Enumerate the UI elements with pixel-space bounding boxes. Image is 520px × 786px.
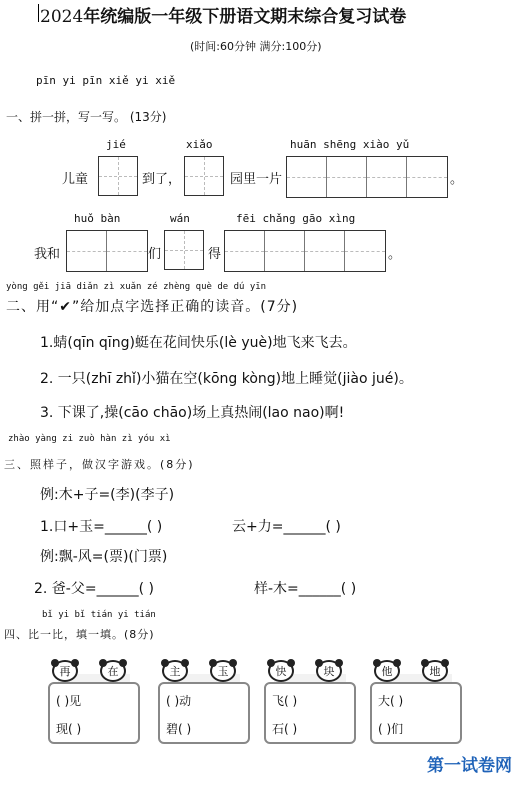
section2-item-1: 1.蜻(qīn qīng)蜓在花间快乐(lè yuè)地飞来飞去。: [40, 335, 357, 351]
pinyin-feichang: fēi chǎng gāo xìng: [236, 212, 356, 225]
write-box-jie[interactable]: [98, 156, 138, 196]
section1-heading: 一、拼一拼，写一写。 (13分): [6, 110, 167, 124]
card-char: 他: [381, 665, 393, 678]
title-text: 年统编版一年级下册语文期末综合复习试卷: [83, 7, 407, 27]
row2-text-1: 我和: [34, 247, 61, 262]
pinyin-jie: jié: [106, 138, 126, 151]
section2-item-2: 2. 一只(zhī zhǐ)小猫在空(kōng kòng)地上睡觉(jiào jué)。: [40, 371, 413, 387]
section3-question-2a[interactable]: 2. 爸-父=______( ): [34, 581, 154, 597]
card-row-1[interactable]: ( )见: [56, 694, 82, 708]
panda-char-2: [316, 660, 342, 682]
write-box-xiao[interactable]: [184, 156, 224, 196]
write-grid-huansheng[interactable]: [286, 156, 448, 198]
card-row-1[interactable]: 大( ): [378, 694, 404, 708]
section3-example-2: 例:飘-风=(票)(门票): [40, 549, 168, 565]
watermark-logo: 第一试卷网: [427, 756, 512, 776]
pinyin-huoban: huǒ bàn: [74, 212, 121, 225]
section1-pinyin-title: pīn yi pīn xiě yi xiě: [36, 74, 176, 87]
section3-question-1b[interactable]: 云+力=______( ): [232, 519, 341, 535]
row1-text-3: 园里一片: [230, 172, 283, 187]
card-char: 玉: [217, 665, 229, 678]
panda-char-2: [100, 660, 126, 682]
panda-char-1: [374, 660, 400, 682]
section3-example-1: 例:木+子=(李)(李子): [40, 487, 175, 503]
card-row-1[interactable]: ( )动: [166, 694, 192, 708]
row1-end: 。: [450, 172, 464, 187]
card-row-2[interactable]: 石( ): [272, 722, 298, 736]
write-box-wan[interactable]: [164, 230, 204, 270]
card-char: 地: [429, 665, 441, 678]
compare-card-1: [44, 654, 144, 744]
page-title: [40, 2, 406, 27]
section4-pinyin-title: bǐ yi bǐ tián yi tián: [42, 610, 156, 620]
section3-question-1a[interactable]: 1.口+玉=______( ): [40, 519, 163, 535]
card-row-2[interactable]: 现( ): [56, 722, 82, 736]
pinyin-xiao: xiǎo: [186, 138, 213, 151]
card-row-2[interactable]: 碧( ): [166, 722, 192, 736]
section4-heading: 四、比一比，填一填。(8分): [4, 628, 155, 641]
compare-card-3: [260, 654, 360, 744]
section2-heading: 二、用“✔”给加点字选择正确的读音。(7分): [6, 299, 299, 315]
compare-card-4: [366, 654, 466, 744]
row2-text-3: 得: [208, 247, 222, 262]
panda-char-1: [162, 660, 188, 682]
section3-question-2b[interactable]: 样-木=______( ): [254, 581, 357, 597]
text-cursor: [38, 4, 39, 22]
title-year: 2024: [40, 7, 84, 27]
panda-char-2: [422, 660, 448, 682]
row2-text-2: 们: [148, 247, 162, 262]
row2-end: 。: [388, 247, 402, 262]
write-grid-feichang[interactable]: [224, 230, 386, 272]
section2-pinyin-title: yòng gěi jiā diǎn zì xuǎn zé zhèng què de dú yīn: [6, 282, 267, 292]
pinyin-huansheng: huān shēng xiào yǔ: [290, 138, 410, 151]
compare-card-2: [154, 654, 254, 744]
card-char: 在: [107, 665, 119, 678]
section3-pinyin-title: zhào yàng zi zuò hàn zì yóu xì: [8, 434, 171, 444]
pinyin-wan: wán: [170, 212, 190, 225]
card-row-2[interactable]: ( )们: [378, 722, 404, 736]
panda-char-1: [52, 660, 78, 682]
section2-item-3: 3. 下课了,操(cāo chāo)场上真热闹(lao nao)啊!: [40, 405, 345, 421]
panda-char-2: [210, 660, 236, 682]
card-row-1[interactable]: 飞( ): [272, 694, 298, 708]
row1-text-1: 儿童: [62, 172, 89, 187]
card-char: 主: [169, 665, 181, 678]
section3-heading: 三、照样子，做汉字游戏。(8分): [4, 458, 195, 471]
card-char: 块: [323, 665, 335, 678]
card-char: 再: [59, 665, 71, 678]
panda-char-1: [268, 660, 294, 682]
card-char: 快: [275, 665, 287, 678]
row1-text-2: 到了，: [142, 172, 182, 187]
exam-info: (时间:60分钟 满分:100分): [190, 40, 322, 53]
write-grid-huoban[interactable]: [66, 230, 148, 272]
